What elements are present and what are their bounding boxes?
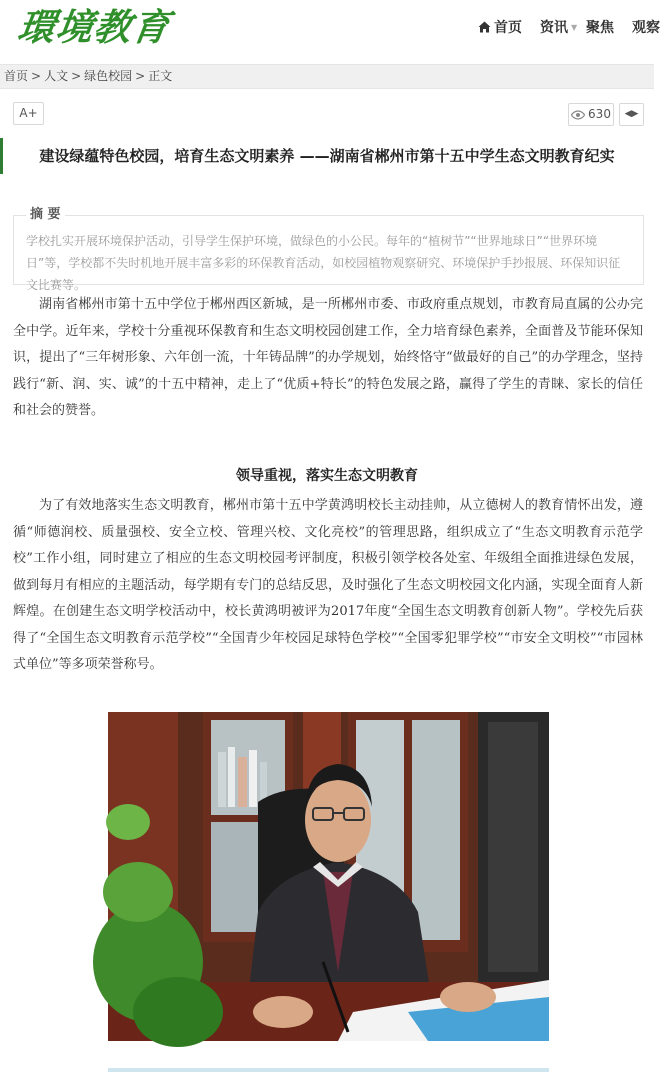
expand-arrows-icon: ◀▶ — [624, 109, 639, 119]
nav-focus[interactable] — [586, 18, 614, 38]
home-icon — [478, 21, 491, 33]
font-size-button[interactable]: A+ — [13, 102, 44, 125]
breadcrumb-separator: > — [71, 69, 82, 83]
nav-news-label: 资讯 — [540, 20, 568, 36]
principal-photo-illustration — [108, 712, 549, 1041]
breadcrumb-item-home[interactable]: 首页 — [4, 69, 29, 83]
site-logo[interactable]: 環境教育 — [14, 5, 174, 49]
nav-home-label: 首页 — [494, 20, 522, 36]
site-header — [0, 0, 660, 65]
paragraph-text: 为了有效地落实生态文明教育，郴州市第十五中学黄鸿明校长主动挂帅，从立德树人的教育情怀出发，遵循“师德润校、质量强校、安全立校、管理兴校、文化亮校”的管理思路，组织成立了“生态文明教育示范学校”工作小组，同时建立了相应的生态文明校园考评制度，积极引领学校各处室、年级组全面推进绿色发展，做到每月有相应的主题活动，每学期有专门的总结反思，及时强化了生态文明校园文化内涵，实现全面育人新辉煌。在创建生态文明学校活动中，校长黄鸿明被评为2017年度“全国生态文明教育创新人物”。学校先后获得了“全国生态文明教育示范学校”“全国青少年校园足球特色学校”“全国零犯罪学校”“市安全文明校”“市园林式单位”等多项荣誉称号。 — [13, 498, 643, 672]
breadcrumb — [0, 65, 654, 89]
breadcrumb-item-culture[interactable]: 人文 — [44, 69, 69, 83]
nav-observe[interactable] — [632, 18, 660, 38]
breadcrumb-separator: > — [31, 69, 42, 83]
breadcrumb-separator: > — [135, 69, 146, 83]
article-title: 建设绿蕴特色校园，培育生态文明素养 ——湖南省郴州市第十五中学生态文明教育纪实 — [39, 147, 615, 165]
breadcrumb-item-green-campus[interactable]: 绿色校园 — [84, 69, 133, 83]
next-image-edge — [108, 1068, 549, 1072]
view-count-badge — [568, 103, 614, 126]
abstract-label: 摘 要 — [26, 206, 65, 224]
article-paragraph-1 — [13, 292, 643, 425]
expand-arrows-button[interactable] — [619, 103, 644, 126]
chevron-down-icon: ▼ — [571, 23, 578, 32]
nav-news[interactable] — [540, 18, 577, 38]
section-heading: 领导重视，落实生态文明教育 — [236, 468, 418, 484]
eye-icon — [571, 110, 585, 120]
nav-observe-label: 观察 — [632, 20, 660, 36]
breadcrumb-trail — [4, 68, 172, 85]
principal-photo — [108, 712, 549, 1041]
abstract-text: 学校扎实开展环境保护活动，引导学生保护环境，做绿色的小公民。每年的“植树节”“世界地球日”“世界环境日”等，学校都不失时机地开展丰富多彩的环保教育活动，如校园植物观察研究、环境保护手抄报展、环保知识征文比赛等。 — [26, 234, 621, 292]
nav-focus-label: 聚焦 — [586, 20, 614, 36]
view-count: 630 — [588, 107, 611, 121]
article-title-block — [0, 138, 654, 174]
paragraph-text: 湖南省郴州市第十五中学位于郴州西区新城，是一所郴州市委、市政府重点规划，市教育局直属的公办完全中学。近年来，学校十分重视环保教育和生态文明校园创建工作，全力培育绿色素养，全面普及节能环保知识，提出了“三年树形象、六年创一流，十年铸品牌”的办学规划，始终恪守“做最好的自己”的办学理念，坚持践行“新、润、实、诚”的十五中精神，走上了“优质+特长”的特色发展之路，赢得了学生的青睐、家长的信任和社会的赞誉。 — [13, 297, 643, 418]
article-paragraph-2 — [13, 493, 643, 679]
nav-home[interactable] — [478, 18, 522, 38]
abstract-box — [13, 207, 644, 292]
breadcrumb-item-current: 正文 — [148, 69, 173, 83]
